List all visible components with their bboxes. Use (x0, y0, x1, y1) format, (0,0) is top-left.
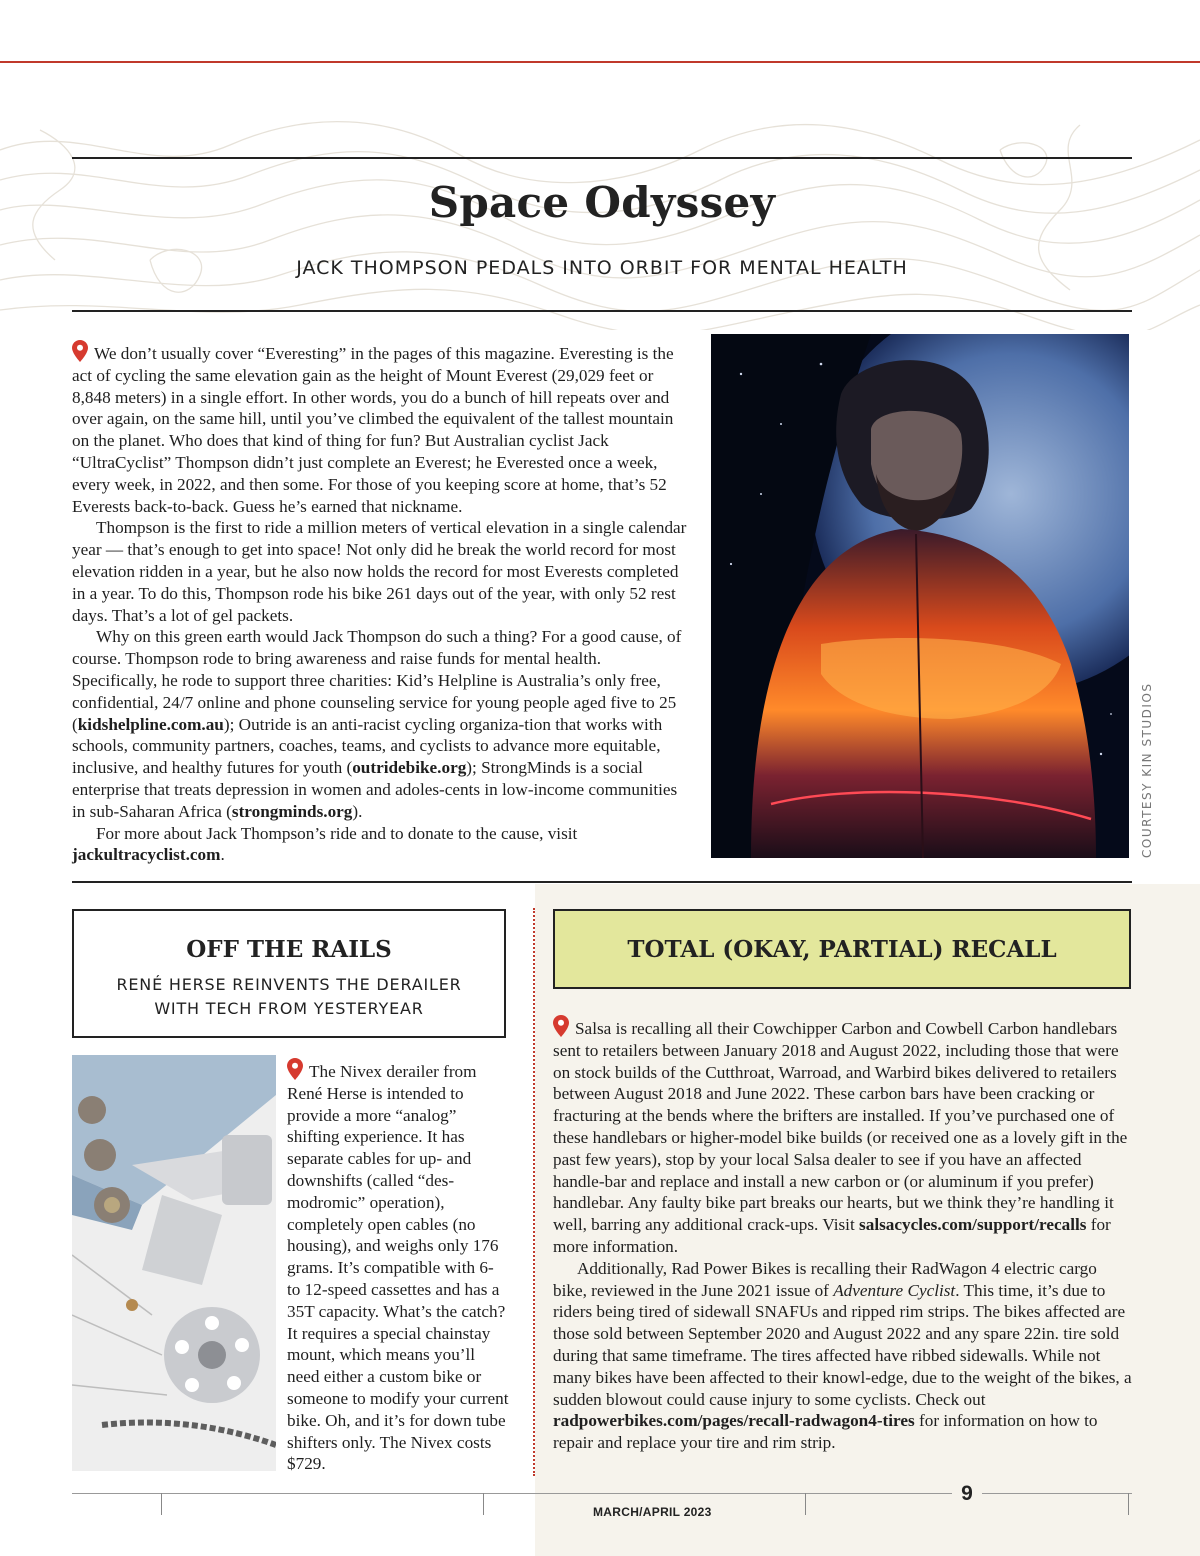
link-kidshelpline[interactable]: kidshelpline.com.au (77, 714, 224, 734)
header-bottom-rule (72, 310, 1132, 312)
paragraph (553, 1015, 1133, 1258)
main-article-body (72, 340, 690, 866)
paragraph (72, 823, 690, 867)
paragraph-text: Additionally, Rad Power Bikes is recalling their RadWagon 4 electric cargo bike, reviewed in the June 2021 issue of (553, 1258, 1097, 1300)
photo-credit-text: COURTESY KIN STUDIOS (1140, 682, 1154, 858)
paragraph-text: ); StrongMinds is a social enterprise that treats depression in women and adoles-cents in low-income communities in sub-Saharan Africa ( (72, 758, 678, 821)
footer-tick (483, 1493, 484, 1515)
paragraph-text: Salsa is recalling all their Cowchipper Carbon and Cowbell Carbon handlebars sent to retailers between January 2018 and August 2022, including those that were on stock builds of the Cutthroat, Warroad, and Warbird bikes delivered to retailers between August 2018 and June 2022. These carbon bars have been cracking or fracturing at the bends where the brifters are installed. If you’ve purchased one of these handlebars or higher-model bike builds (or received one as a lovely gift in the past few years), stop by your local Salsa dealer to see if you have an affected handle-bar and replace and install a new carbon or (or aluminum if you prefer) handlebar. Any faulty bike part breaks our hearts, but we think they’re handling it well, barring any additional crack-ups. Visit (553, 1019, 1128, 1235)
cyclist-photo (711, 334, 1129, 858)
paragraph-text: Why on this green earth would Jack Thompson do such a thing? For a good cause, of course. Thompson rode to bring awareness and raise funds for mental health. Specifically, he rode to support three charities: Kid’s Helpline is Australia’s only free, confidential, 24/7 online and phone counseling service for young people aged five to 25 ( (72, 627, 682, 734)
map-pin-icon (72, 340, 88, 362)
recall-body (553, 1015, 1133, 1454)
link-salsacycles[interactable]: salsacycles.com/support/recalls (859, 1215, 1087, 1235)
link-jackultracyclist[interactable]: jackultracyclist.com (72, 845, 221, 865)
off-the-rails-header (72, 909, 506, 1038)
article-title: Space Odyssey (428, 178, 776, 227)
page-number: 9 (952, 1482, 982, 1506)
recall-header (553, 909, 1131, 989)
paragraph: Thompson is the first to ride a million meters of vertical elevation in a single calendar year — that’s enough to get into space! Not only did he break the world record for most elevation ridden in a year, but he also now holds the record for most Everests completed in a year. To do this, Thompson rode his bike 261 days out of the year, with only 52 rest days. That’s a lot of gel packets. (72, 518, 687, 625)
paragraph (287, 1058, 511, 1475)
off-the-rails-body (287, 1058, 511, 1475)
paragraph-text: ). (352, 801, 363, 821)
paragraph-text: For more about Jack Thompson’s ride and to donate to the cause, visit (96, 823, 578, 843)
top-accent-line (0, 61, 1200, 63)
magazine-name: Adventure Cyclist (833, 1280, 956, 1300)
article-subtitle: JACK THOMPSON PEDALS INTO ORBIT FOR MENTAL HEALTH (296, 257, 908, 279)
off-the-rails-title: OFF THE RAILS (186, 936, 392, 963)
paragraph-text: for information on how to repair and replace your tire and rim strip. (553, 1411, 1098, 1453)
link-radpowerbikes[interactable]: radpowerbikes.com/pages/recall-radwagon4-tires (553, 1411, 915, 1431)
paragraph-text: . (220, 845, 225, 865)
paragraph-text: We don’t usually cover “Everesting” in the pages of this magazine. Everesting is the act of cycling the same elevation gain as the height of Mount Everest (29,029 feet or 8,848 meters) in a single effort. In other words, you do a bunch of hill repeats over and over again, on the same hill, until you’ve climbed the equivalent of the tallest mountain on the planet. Who does that kind of thing for fun? But Australian cyclist Jack “UltraCyclist” Thompson didn’t just complete an Everest; he Everested once a week, every week, in 2022, and then some. For those of you keeping score at home, that’s 52 Everests back-to-back. Guess he’s earned that nickname. (72, 344, 674, 516)
footer-tick (805, 1493, 806, 1515)
dotted-column-divider (533, 908, 535, 1476)
paragraph (72, 340, 690, 517)
paragraph (72, 626, 690, 822)
link-strongminds[interactable]: strongminds.org (231, 801, 353, 821)
cyclist-illustration (711, 334, 1129, 858)
derailer-photo (72, 1055, 276, 1471)
map-pin-icon (287, 1058, 303, 1080)
off-the-rails-subtitle: RENÉ HERSE REINVENTS THE DERAILER WITH TECH FROM YESTERYEAR (116, 975, 462, 1018)
paragraph-text: . This time, it’s due to riders being tired of sidewall SNAFUs and ripped rim strips. The bikes affected are those sold between September 2020 and August 2022 and any spare 22in. tire sold during that same timeframe. The tires affected have ribbed sidewalls. While not many bikes have been affected to their knowl-edge, due to the weight of the bikes, a sudden blowout could cause injury to some cyclists. Check out (553, 1280, 1132, 1409)
link-outridebike[interactable]: outridebike.org (352, 758, 467, 778)
paragraph (553, 1258, 1133, 1454)
map-pin-icon (553, 1015, 569, 1037)
footer-tick (161, 1493, 162, 1515)
paragraph-text: for more information. (553, 1215, 1111, 1256)
derailer-illustration (72, 1055, 276, 1471)
recall-title: TOTAL (OKAY, PARTIAL) RECALL (627, 936, 1057, 963)
section-divider-rule (72, 881, 1132, 883)
header-top-rule (72, 157, 1132, 159)
footer-tick (1128, 1493, 1129, 1515)
paragraph-text: The Nivex derailer from René Herse is intended to provide a more “analog” shifting experience. It has separate cables for up- and downshifts (called “des-modromic” operation), completely open cables (no housing), and weighs only 176 grams. It’s compatible with 6- to 12-speed cassettes and has a 35T capacity. What’s the catch? It requires a special chainstay mount, which means you’ll need either a custom bike or someone to modify your current bike. Oh, and it’s for down tube shifters only. The Nivex costs $729. (287, 1062, 509, 1474)
paragraph-text: ); Outride is an anti-racist cycling organiza-tion that works with schools, community partners, coaches, teams, and cyclists to advance more equitable, inclusive, and healthy futures for youth ( (72, 714, 663, 778)
issue-date: MARCH/APRIL 2023 (593, 1505, 712, 1519)
